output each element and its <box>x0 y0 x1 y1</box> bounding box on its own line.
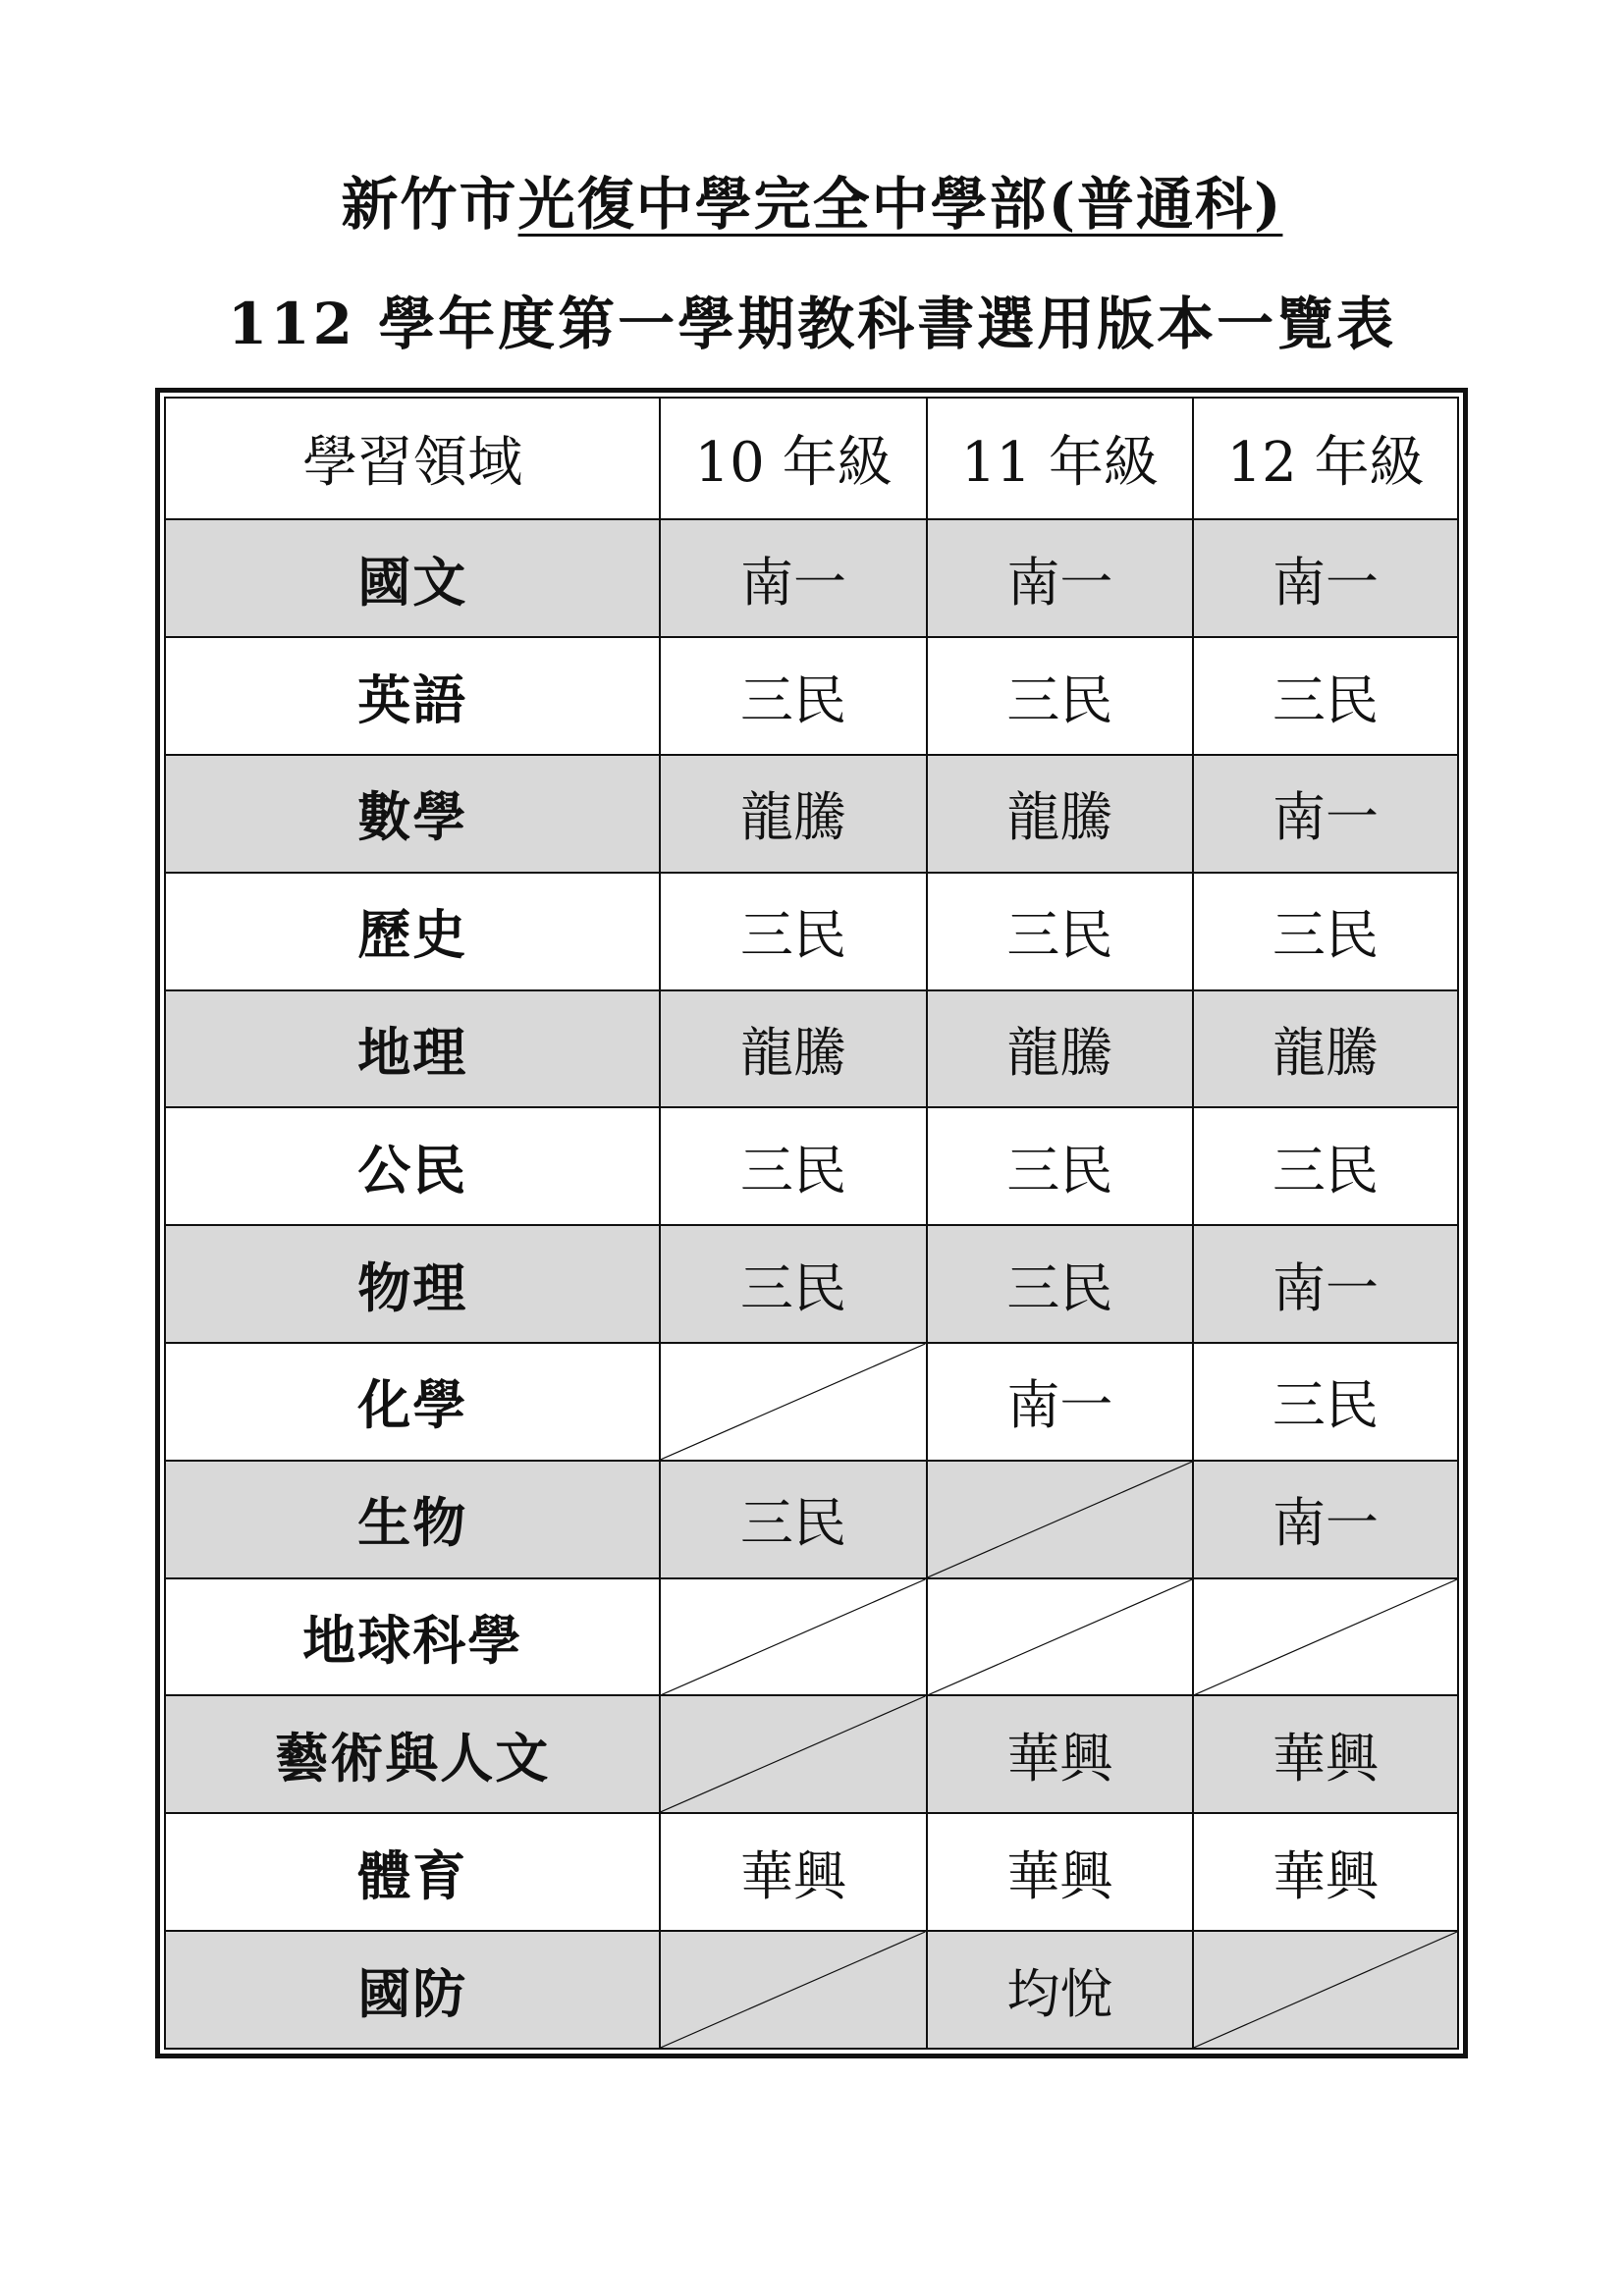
table-row <box>165 1343 1458 1461</box>
subject-cell: 地球科學 <box>165 1578 660 1696</box>
publisher-cell: 三民 <box>660 1107 926 1225</box>
publisher-cell: 三民 <box>927 873 1193 990</box>
diagonal-slash-icon <box>928 1579 1192 1695</box>
table-row <box>165 1695 1458 1813</box>
publisher-cell: 南一 <box>927 1343 1193 1461</box>
publisher-cell: 三民 <box>660 873 926 990</box>
empty-cell-slash <box>927 1461 1193 1578</box>
city-name: 新竹市 <box>341 171 518 238</box>
empty-cell-slash <box>660 1931 926 2049</box>
subject-cell: 地理 <box>165 990 660 1108</box>
publisher-cell: 南一 <box>660 519 926 637</box>
publisher-cell: 南一 <box>927 519 1193 637</box>
subject-cell: 化學 <box>165 1343 660 1461</box>
table-row <box>165 1225 1458 1343</box>
publisher-cell: 三民 <box>927 1107 1193 1225</box>
empty-cell-slash <box>1193 1931 1458 2049</box>
publisher-cell: 南一 <box>1193 755 1458 873</box>
publisher-cell: 龍騰 <box>660 755 926 873</box>
publisher-cell: 三民 <box>660 1461 926 1578</box>
publisher-cell: 三民 <box>1193 873 1458 990</box>
table-row <box>165 1461 1458 1578</box>
empty-cell-slash <box>1193 1578 1458 1696</box>
table-header-row <box>165 398 1458 519</box>
publisher-cell: 南一 <box>1193 1461 1458 1578</box>
subject-cell: 國防 <box>165 1931 660 2049</box>
table-row <box>165 1107 1458 1225</box>
subject-cell: 歷史 <box>165 873 660 990</box>
publisher-cell: 龍騰 <box>927 755 1193 873</box>
subject-cell: 國文 <box>165 519 660 637</box>
subject-cell: 物理 <box>165 1225 660 1343</box>
publisher-cell: 華興 <box>927 1813 1193 1931</box>
table-row <box>165 637 1458 755</box>
subject-cell: 生物 <box>165 1461 660 1578</box>
document-subtitle: 112 學年度第一學期教科書選用版本一覽表 <box>227 291 1397 357</box>
diagonal-slash-icon <box>661 1696 925 1812</box>
subject-cell: 數學 <box>165 755 660 873</box>
publisher-cell: 華興 <box>1193 1813 1458 1931</box>
empty-cell-slash <box>660 1578 926 1696</box>
publisher-cell: 三民 <box>927 1225 1193 1343</box>
table-row <box>165 1578 1458 1696</box>
diagonal-slash-icon <box>1194 1932 1457 2048</box>
diagonal-slash-icon <box>661 1932 925 2048</box>
textbook-table <box>164 397 1459 2050</box>
diagonal-slash-icon <box>661 1579 925 1695</box>
publisher-cell: 華興 <box>660 1813 926 1931</box>
document-title <box>0 165 1624 243</box>
publisher-cell: 三民 <box>660 1225 926 1343</box>
table-row <box>165 519 1458 637</box>
publisher-cell: 南一 <box>1193 1225 1458 1343</box>
subject-cell: 體育 <box>165 1813 660 1931</box>
publisher-cell: 龍騰 <box>660 990 926 1108</box>
empty-cell-slash <box>927 1578 1193 1696</box>
publisher-cell: 三民 <box>1193 1107 1458 1225</box>
table-row <box>165 1931 1458 2049</box>
header-grade-1: 10 年級 <box>660 398 926 519</box>
diagonal-slash-icon <box>1194 1579 1457 1695</box>
textbook-table-frame <box>155 388 1468 2058</box>
publisher-cell: 南一 <box>1193 519 1458 637</box>
publisher-cell: 三民 <box>927 637 1193 755</box>
publisher-cell: 三民 <box>660 637 926 755</box>
header-grade-3: 12 年級 <box>1193 398 1458 519</box>
diagonal-slash-icon <box>661 1344 925 1460</box>
header-grade-2: 11 年級 <box>927 398 1193 519</box>
subject-cell: 藝術與人文 <box>165 1695 660 1813</box>
school-name: 光復中學完全中學部(普通科) <box>517 171 1283 238</box>
publisher-cell: 均悅 <box>927 1931 1193 2049</box>
publisher-cell: 華興 <box>927 1695 1193 1813</box>
empty-cell-slash <box>660 1695 926 1813</box>
publisher-cell: 三民 <box>1193 637 1458 755</box>
header-subject-area: 學習領域 <box>165 398 660 519</box>
table-row <box>165 990 1458 1108</box>
subject-cell: 英語 <box>165 637 660 755</box>
publisher-cell: 三民 <box>1193 1343 1458 1461</box>
publisher-cell: 龍騰 <box>1193 990 1458 1108</box>
diagonal-slash-icon <box>928 1462 1192 1577</box>
empty-cell-slash <box>660 1343 926 1461</box>
table-row <box>165 755 1458 873</box>
table-row <box>165 873 1458 990</box>
publisher-cell: 龍騰 <box>927 990 1193 1108</box>
subject-cell: 公民 <box>165 1107 660 1225</box>
publisher-cell: 華興 <box>1193 1695 1458 1813</box>
table-row <box>165 1813 1458 1931</box>
